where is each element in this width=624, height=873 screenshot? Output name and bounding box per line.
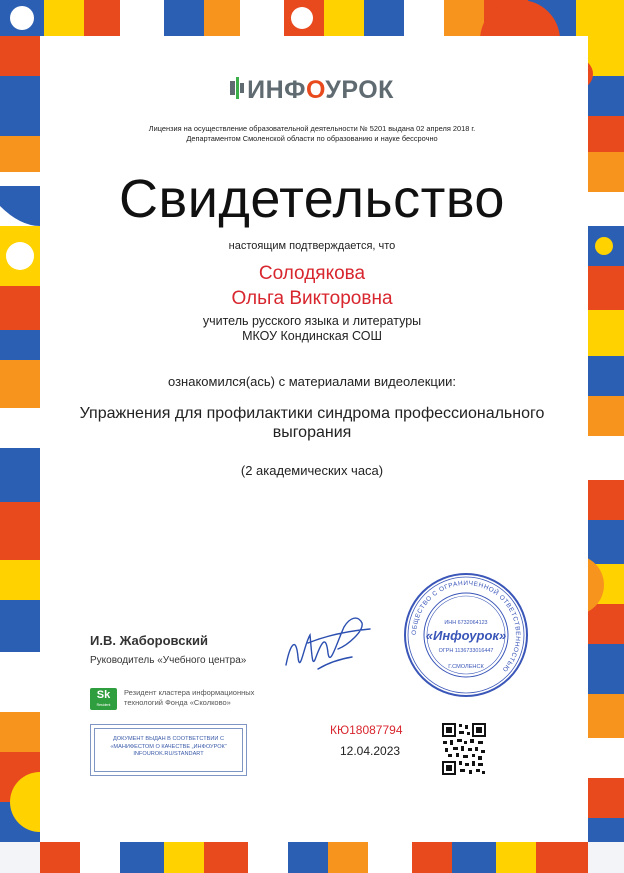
certificate-title: Свидетельство — [119, 169, 505, 229]
qr-code-icon — [442, 723, 486, 775]
stamp-inn: ИНН 6732064123 — [444, 620, 488, 626]
acquainted-text: ознакомился(ась) с материалами видеолекции: — [167, 374, 456, 389]
signer-name: И.В. Жаборовский — [90, 633, 208, 648]
course-title — [0, 404, 624, 442]
skolkovo-badge-label: Sk — [96, 689, 111, 701]
skolkovo-badge — [90, 688, 117, 710]
recipient-given-names: Ольга Викторовна — [231, 288, 393, 309]
logo-text-part2: О — [305, 76, 326, 104]
recipient-surname: Солодякова — [258, 263, 366, 284]
license-line-2: Департаментом Смоленской области по образованию и науке бессрочно — [186, 133, 438, 143]
handwritten-signature — [278, 605, 378, 685]
quality-manifest-box — [90, 724, 247, 776]
signer-role: Руководитель «Учебного центра» — [90, 655, 247, 666]
course-title-line-2: выгорания — [272, 424, 352, 441]
infourok-logo — [0, 76, 624, 106]
logo-mark-icon — [230, 77, 244, 106]
official-stamp — [403, 572, 529, 698]
course-title-line-1: Упражнения для профилактики синдрома профессионального — [79, 405, 545, 422]
skolkovo-line-2: технологий Фонда «Сколково» — [124, 698, 231, 707]
svg-text:ОБЩЕСТВО С ОГРАНИЧЕННОЙ ОТВЕТС — [411, 580, 521, 673]
manifest-line-3: INFOUROK.RU/STANDART — [133, 751, 204, 757]
recipient-name — [0, 261, 624, 311]
position-line-2: МКОУ Кондинская СОШ — [242, 329, 382, 343]
skolkovo-line-1: Резидент кластера информационных — [124, 688, 255, 697]
manifest-line-2: «МАНИФЕСТОМ О КАЧЕСТВЕ „ИНФОУРОК“ — [110, 743, 227, 750]
recipient-position — [0, 314, 624, 344]
position-line-1: учитель русского языка и литературы — [202, 314, 422, 328]
stamp-center-text: «Инфоурок» — [425, 628, 507, 643]
quality-manifest-inner — [94, 728, 243, 772]
issue-date: 12.04.2023 — [340, 744, 401, 758]
license-info — [0, 124, 624, 143]
stamp-ring-text: ОБЩЕСТВО С ОГРАНИЧЕННОЙ ОТВЕТСТВЕННОСТЬЮ — [410, 579, 522, 674]
course-hours: (2 академических часа) — [240, 463, 384, 478]
confirmation-text: настоящим подтверждается, что — [228, 240, 396, 252]
stamp-city: Г.СМОЛЕНСК — [448, 664, 484, 670]
skolkovo-badge-sub: Resident — [96, 703, 111, 707]
skolkovo-resident-text — [124, 688, 254, 708]
manifest-line-1: ДОКУМЕНТ ВЫДАН В СООТВЕТСТВИИ С — [112, 736, 225, 742]
license-line-1: Лицензия на осуществление образовательной деятельности № 5201 выдана 02 апреля 2018 г. — [148, 124, 476, 133]
logo-text-part1: ИНФ — [247, 76, 306, 104]
stamp-ogrn: ОГРН 1136733016447 — [438, 648, 494, 654]
certificate-code: КЮ18087794 — [330, 723, 403, 737]
logo-text-part3: УРОК — [325, 76, 394, 104]
